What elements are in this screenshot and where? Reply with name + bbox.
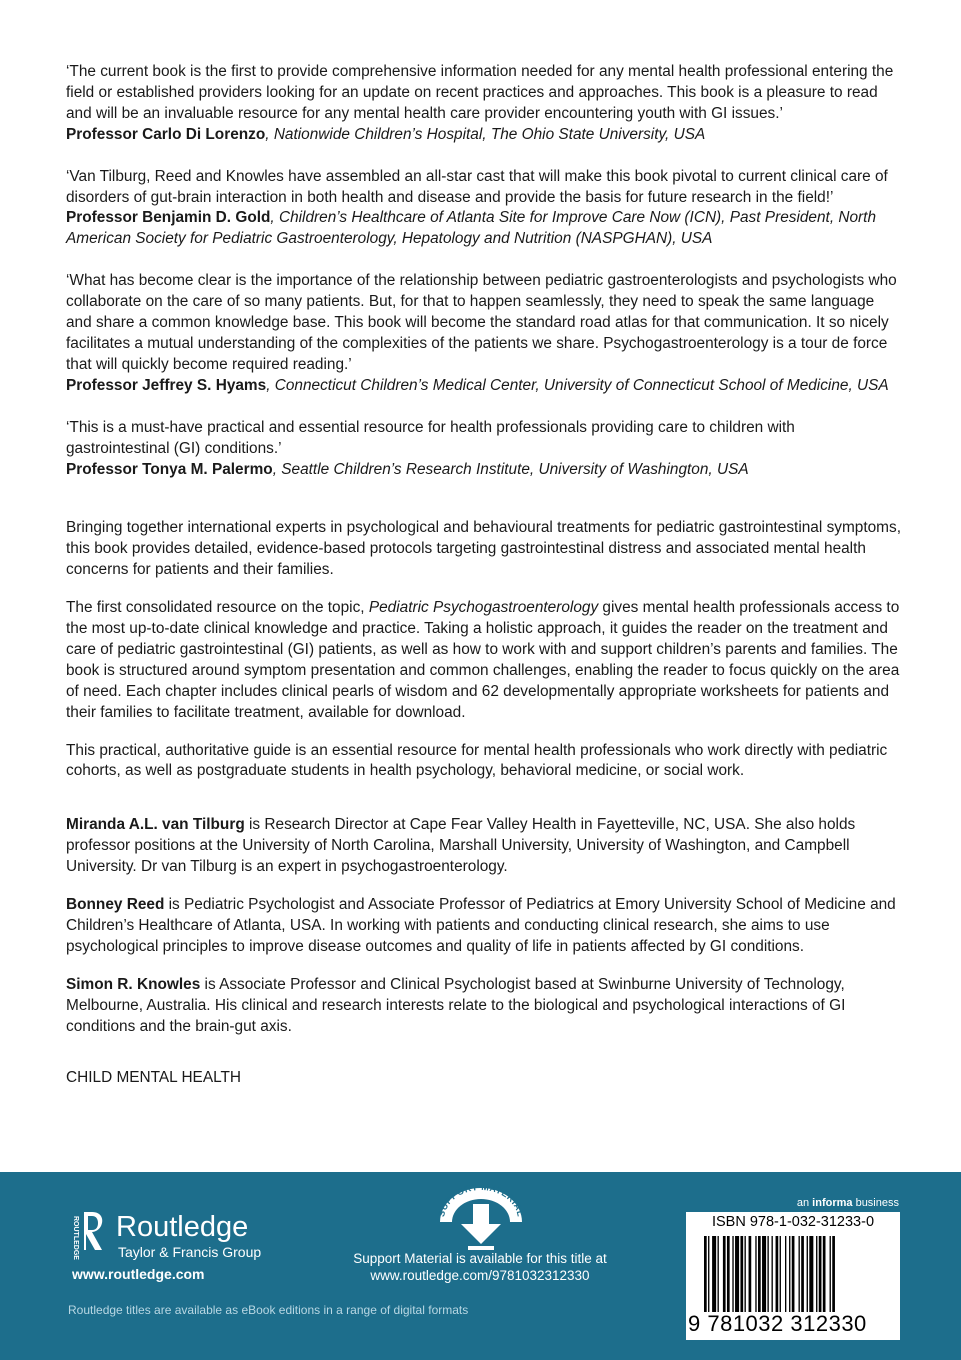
endorsement-attribution bbox=[66, 376, 902, 397]
publisher-url: www.routledge.com bbox=[72, 1266, 205, 1282]
endorsement-quote: ‘Van Tilburg, Reed and Knowles have assembled an all-star cast that will make this book pivotal to current clinical care of disorders of gut-brain interaction in both health and disease and provide the basis for future research in the field!’ bbox=[66, 167, 888, 206]
informa-tagline bbox=[797, 1197, 899, 1209]
author-name: Simon R. Knowles bbox=[66, 975, 201, 993]
author-bio-2 bbox=[66, 895, 902, 958]
endorser-affiliation: , Nationwide Children’s Hospital, The Ohio State University, USA bbox=[265, 125, 706, 143]
isbn-label: ISBN 978-1-032-31233-0 bbox=[711, 1214, 875, 1230]
endorsement-quote: ‘The current book is the first to provide comprehensive information needed for any mental health professional entering the field or established providers looking for an update on recent practices and approaches. This book is a pleasure to read and will be an invaluable resource for any mental health care provider encountering youth with GI issues.’ bbox=[66, 63, 894, 122]
support-line-1: Support Material is available for this title at bbox=[353, 1251, 607, 1266]
description-paragraph-3: This practical, authoritative guide is an essential resource for mental health professionals who work directly with pediatric cohorts, as well as postgraduate students in health psychology, behavioral medicine, or social work. bbox=[66, 741, 888, 780]
endorser-affiliation: , Seattle Children’s Research Institute, University of Washington, USA bbox=[272, 460, 749, 478]
publisher-footer bbox=[0, 1172, 961, 1360]
author-bio-text: is Associate Professor and Clinical Psychologist based at Swinburne University of Technology, Melbourne, Australia. His clinical and research interests relate to the biological and psychological interactions of GI conditions and the brain-gut axis. bbox=[66, 975, 846, 1035]
routledge-r-mark-icon bbox=[68, 1210, 108, 1268]
endorser-name: Professor Jeffrey S. Hyams bbox=[66, 376, 267, 394]
endorser-name: Professor Carlo Di Lorenzo bbox=[66, 125, 266, 143]
back-cover-content bbox=[66, 62, 902, 1088]
isbn-barcode-box bbox=[686, 1212, 900, 1340]
support-material-note bbox=[330, 1250, 630, 1284]
endorsement-1 bbox=[66, 62, 902, 146]
endorsement-quote: ‘This is a must-have practical and essential resource for health professionals providing care to children with gastrointestinal (GI) conditions.’ bbox=[66, 418, 795, 457]
endorser-affiliation: , Connecticut Children’s Medical Center, University of Connecticut School of Medicine, USA bbox=[266, 376, 889, 394]
endorsement-attribution bbox=[66, 208, 902, 250]
support-url: www.routledge.com/9781032312330 bbox=[370, 1268, 590, 1283]
routledge-vertical-wordmark: ROUTLEDGE bbox=[72, 1216, 79, 1260]
subject-category: CHILD MENTAL HEALTH bbox=[66, 1068, 242, 1086]
endorser-name: Professor Benjamin D. Gold bbox=[66, 209, 271, 227]
author-bio-text: is Pediatric Psychologist and Associate Professor of Pediatrics at Emory University School of Medicine and Children’s Healthcare of Atlanta, USA. In working with patients and conducting clinical research, she aims to use psychological principles to improve disease outcomes and quality of life in patients affected by GI conditions. bbox=[66, 896, 896, 955]
informa-brand: informa bbox=[812, 1197, 853, 1209]
author-name: Miranda A.L. van Tilburg bbox=[66, 816, 245, 834]
endorsement-attribution bbox=[66, 125, 902, 146]
informa-prefix: an bbox=[796, 1197, 813, 1209]
publisher-name: Routledge bbox=[116, 1211, 249, 1243]
endorsement-2 bbox=[66, 167, 902, 251]
description-text: The first consolidated resource on the topic, bbox=[66, 599, 369, 617]
endorser-affiliation: , Children’s Healthcare of Atlanta Site for Improve Care Now (ICN), Past President, North American Society for Pediatric Gastroenterology, Hepatology and Nutrition (NASPGHAN), USA bbox=[66, 209, 877, 248]
ebook-note: Routledge titles are available as eBook editions in a range of digital formats bbox=[68, 1303, 469, 1317]
endorsement-4 bbox=[66, 418, 902, 481]
informa-suffix: business bbox=[852, 1197, 899, 1209]
barcode-digits: 9 781032 312330 bbox=[688, 1311, 867, 1336]
endorsement-attribution bbox=[66, 460, 902, 481]
endorsement-quote: ‘What has become clear is the importance of the relationship between pediatric gastroenterologists and psychologists who collaborate on the care of so many patients. But, for that to happen seamlessly, they need to speak the same language and share a common knowledge base. This book will become the standard road atlas for that communication. It so nicely facilitates a mutual understanding of the complexities of the patients we share. Psychogastroenterology is a tour de force that will quickly become required reading.’ bbox=[66, 272, 897, 373]
barcode-icon bbox=[704, 1236, 894, 1320]
author-bio-3 bbox=[66, 975, 902, 1038]
endorsement-3 bbox=[66, 271, 902, 396]
endorser-name: Professor Tonya M. Palermo bbox=[66, 460, 273, 478]
description-paragraph-2 bbox=[66, 598, 902, 723]
support-material-icon bbox=[428, 1180, 534, 1252]
support-badge-label: SUPPORT MATERIAL bbox=[436, 1181, 526, 1218]
description-paragraph-1: Bringing together international experts in psychological and behavioural treatments for pediatric gastrointestinal symptoms, this book provides detailed, evidence-based protocols targeting gastrointestinal distress and associated mental health concerns for patients and their families. bbox=[66, 519, 901, 579]
author-bio-text: is Research Director at Cape Fear Valley Health in Fayetteville, NC, USA. She also holds professor positions at the University of North Carolina, Marshall University, University of Washington, and Campbell University. Dr van Tilburg is an expert in psychogastroenterology. bbox=[66, 816, 856, 876]
book-title: Pediatric Psychogastroenterology bbox=[368, 599, 599, 617]
author-bio-1 bbox=[66, 815, 902, 878]
author-name: Bonney Reed bbox=[66, 896, 165, 914]
description-text: gives mental health professionals access to the most up-to-date clinical knowledge and practice. Taking a holistic approach, it guides the reader on the treatment and care of pediatric gastrointestinal (GI) patients, as well as how to work with and support children’s parents and families. The book is structured around symptom presentation and common challenges, enabling the reader to focus quickly on the area of need. Each chapter includes clinical pearls of wisdom and 62 developmentally appropriate worksheets for patients and their families to facilitate treatment, available for download. bbox=[66, 599, 900, 721]
publisher-group: Taylor & Francis Group bbox=[118, 1244, 262, 1260]
